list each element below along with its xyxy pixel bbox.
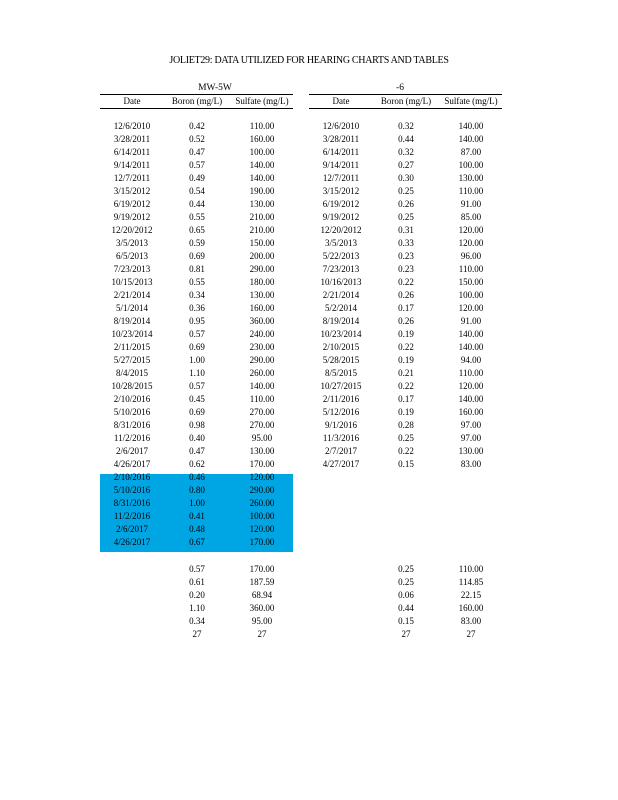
right-rows-cell-sulfate: 140.00 <box>458 394 484 404</box>
right-rows-cell-sulfate: 85.00 <box>460 212 482 222</box>
right-rows-cell-boron: 0.44 <box>398 134 414 144</box>
right-rows-cell-boron: 0.25 <box>398 433 414 443</box>
left-rows-cell-sulfate: 160.00 <box>249 303 275 313</box>
right-rows-cell-sulfate: 91.00 <box>460 316 482 326</box>
right-rows-cell-date: 12/20/2012 <box>320 225 362 235</box>
left-stat-cell-sulfate: 68.94 <box>251 590 273 600</box>
right-rows-cell-sulfate: 140.00 <box>458 121 484 131</box>
left-rows-cell-sulfate: 160.00 <box>249 134 275 144</box>
left-rows-cell-sulfate: 260.00 <box>249 368 275 378</box>
left-stat-cell-boron: 1.10 <box>189 603 205 613</box>
right-rows-cell-boron: 0.19 <box>398 329 414 339</box>
right-rows-cell-date: 8/5/2015 <box>324 368 357 378</box>
left-header-top-rule <box>100 94 293 95</box>
right-rows-cell-date: 5/12/2016 <box>322 407 360 417</box>
left-rows-cell-boron: 0.81 <box>189 264 205 274</box>
left-rows-cell-boron: 0.36 <box>189 303 205 313</box>
left-rows-cell-boron: 0.44 <box>189 199 205 209</box>
right-header-bottom-rule <box>309 108 502 109</box>
left-rows-cell-boron: 0.55 <box>189 212 205 222</box>
left-highlighted-cell-sulfate: 260.00 <box>249 498 275 508</box>
right-rows-cell-boron: 0.25 <box>398 186 414 196</box>
right-rows-cell-boron: 0.27 <box>398 160 414 170</box>
left-highlighted-cell-date: 5/10/2016 <box>113 485 151 495</box>
left-rows-cell-boron: 0.55 <box>189 277 205 287</box>
left-rows-cell-date: 2/6/2017 <box>115 446 148 456</box>
right-rows-cell-sulfate: 140.00 <box>458 134 484 144</box>
right-rows-cell-date: 5/28/2015 <box>322 355 360 365</box>
right-stat-cell-sulfate: 83.00 <box>460 616 482 626</box>
right-stat-cell-boron: 0.25 <box>398 564 414 574</box>
left-rows-cell-sulfate: 270.00 <box>249 407 275 417</box>
right-stat-cell-sulfate: 114.85 <box>458 577 484 587</box>
left-rows-cell-sulfate: 230.00 <box>249 342 275 352</box>
left-rows-cell-date: 3/28/2011 <box>113 134 151 144</box>
left-rows-cell-sulfate: 100.00 <box>249 147 275 157</box>
right-rows-cell-boron: 0.22 <box>398 381 414 391</box>
left-rows-cell-boron: 0.69 <box>189 251 205 261</box>
left-rows-cell-date: 9/14/2011 <box>113 160 151 170</box>
left-well-name: MW-5W <box>198 83 232 93</box>
left-stat-cell-boron: 0.34 <box>189 616 205 626</box>
left-rows-cell-boron: 0.57 <box>189 329 205 339</box>
right-rows-cell-date: 9/19/2012 <box>322 212 360 222</box>
left-rows-cell-boron: 0.59 <box>189 238 205 248</box>
left-stat-cell-boron: 27 <box>192 629 202 639</box>
left-rows-cell-boron: 0.34 <box>189 290 205 300</box>
right-rows-cell-boron: 0.22 <box>398 277 414 287</box>
right-rows-cell-boron: 0.22 <box>398 446 414 456</box>
left-stat-cell-sulfate: 170.00 <box>249 564 275 574</box>
left-header-date: Date <box>123 96 141 106</box>
right-rows-cell-boron: 0.32 <box>398 147 414 157</box>
right-rows-cell-sulfate: 100.00 <box>458 160 484 170</box>
left-highlighted-cell-boron: 0.41 <box>189 511 205 521</box>
right-rows-cell-date: 2/7/2017 <box>324 446 357 456</box>
left-highlighted-cell-boron: 0.80 <box>189 485 205 495</box>
left-header-sulfate: Sulfate (mg/L) <box>235 96 289 106</box>
left-stat-cell-sulfate: 27 <box>257 629 267 639</box>
right-rows-cell-date: 4/27/2017 <box>322 459 360 469</box>
right-rows-cell-sulfate: 150.00 <box>458 277 484 287</box>
left-highlighted-cell-sulfate: 170.00 <box>249 537 275 547</box>
right-rows-cell-date: 3/15/2012 <box>322 186 360 196</box>
left-highlighted-cell-sulfate: 290.00 <box>249 485 275 495</box>
left-rows-cell-date: 12/6/2010 <box>113 121 151 131</box>
left-rows-cell-date: 10/28/2015 <box>111 381 153 391</box>
right-header-boron: Boron (mg/L) <box>380 96 432 106</box>
left-rows-cell-date: 9/19/2012 <box>113 212 151 222</box>
right-rows-cell-date: 5/2/2014 <box>324 303 357 313</box>
right-rows-cell-date: 3/28/2011 <box>322 134 360 144</box>
right-rows-cell-boron: 0.25 <box>398 212 414 222</box>
left-rows-cell-sulfate: 360.00 <box>249 316 275 326</box>
right-rows-cell-sulfate: 96.00 <box>460 251 482 261</box>
left-rows-cell-boron: 0.69 <box>189 342 205 352</box>
left-rows-cell-date: 11/2/2016 <box>113 433 151 443</box>
right-rows-cell-sulfate: 97.00 <box>460 420 482 430</box>
right-header-top-rule <box>309 94 502 95</box>
right-rows-cell-date: 3/5/2013 <box>324 238 357 248</box>
right-stat-cell-sulfate: 22.15 <box>460 590 482 600</box>
left-rows-cell-date: 6/14/2011 <box>113 147 151 157</box>
left-rows-cell-boron: 0.49 <box>189 173 205 183</box>
left-rows-cell-date: 3/15/2012 <box>113 186 151 196</box>
right-rows-cell-sulfate: 100.00 <box>458 290 484 300</box>
left-rows-cell-sulfate: 140.00 <box>249 381 275 391</box>
left-rows-cell-date: 12/20/2012 <box>111 225 153 235</box>
right-rows-cell-sulfate: 130.00 <box>458 173 484 183</box>
right-rows-cell-boron: 0.30 <box>398 173 414 183</box>
right-stat-cell-sulfate: 110.00 <box>458 564 484 574</box>
right-rows-cell-boron: 0.17 <box>398 303 414 313</box>
left-rows-cell-date: 4/26/2017 <box>113 459 151 469</box>
right-rows-cell-boron: 0.28 <box>398 420 414 430</box>
left-stat-cell-sulfate: 95.00 <box>251 616 273 626</box>
left-rows-cell-date: 3/5/2013 <box>115 238 148 248</box>
right-rows-cell-date: 6/14/2011 <box>322 147 360 157</box>
left-rows-cell-sulfate: 130.00 <box>249 199 275 209</box>
left-header-boron: Boron (mg/L) <box>171 96 223 106</box>
left-rows-cell-date: 7/23/2013 <box>113 264 151 274</box>
right-rows-cell-date: 10/23/2014 <box>320 329 362 339</box>
left-rows-cell-boron: 0.47 <box>189 147 205 157</box>
right-rows-cell-boron: 0.15 <box>398 459 414 469</box>
left-rows-cell-date: 6/5/2013 <box>115 251 148 261</box>
right-rows-cell-boron: 0.26 <box>398 316 414 326</box>
left-rows-cell-sulfate: 180.00 <box>249 277 275 287</box>
left-rows-cell-boron: 0.47 <box>189 446 205 456</box>
left-rows-cell-date: 2/10/2016 <box>113 394 151 404</box>
left-stat-cell-sulfate: 360.00 <box>249 603 275 613</box>
right-rows-cell-date: 12/6/2010 <box>322 121 360 131</box>
right-rows-cell-boron: 0.23 <box>398 251 414 261</box>
left-rows-cell-date: 5/1/2014 <box>115 303 148 313</box>
left-stat-cell-boron: 0.20 <box>189 590 205 600</box>
right-well-name: -6 <box>396 83 404 93</box>
left-highlighted-cell-boron: 0.48 <box>189 524 205 534</box>
left-rows-cell-boron: 0.69 <box>189 407 205 417</box>
left-rows-cell-sulfate: 190.00 <box>249 186 275 196</box>
right-stat-cell-sulfate: 27 <box>466 629 476 639</box>
left-rows-cell-boron: 1.00 <box>189 355 205 365</box>
right-rows-cell-date: 5/22/2013 <box>322 251 360 261</box>
left-highlighted-cell-date: 11/2/2016 <box>113 511 151 521</box>
page-title: JOLIET29: DATA UTILIZED FOR HEARING CHARTS AND TABLES <box>169 55 449 66</box>
right-rows-cell-boron: 0.31 <box>398 225 414 235</box>
right-rows-cell-sulfate: 91.00 <box>460 199 482 209</box>
left-rows-cell-sulfate: 95.00 <box>251 433 273 443</box>
left-rows-cell-sulfate: 210.00 <box>249 212 275 222</box>
left-rows-cell-sulfate: 140.00 <box>249 173 275 183</box>
left-rows-cell-boron: 0.52 <box>189 134 205 144</box>
right-rows-cell-date: 8/19/2014 <box>322 316 360 326</box>
right-rows-cell-sulfate: 120.00 <box>458 238 484 248</box>
left-rows-cell-sulfate: 110.00 <box>249 121 275 131</box>
left-rows-cell-date: 2/11/2015 <box>113 342 151 352</box>
right-rows-cell-sulfate: 140.00 <box>458 342 484 352</box>
left-rows-cell-sulfate: 110.00 <box>249 394 275 404</box>
left-rows-cell-sulfate: 210.00 <box>249 225 275 235</box>
right-rows-cell-date: 11/3/2016 <box>322 433 360 443</box>
left-highlighted-cell-sulfate: 120.00 <box>249 472 275 482</box>
right-stat-cell-boron: 0.06 <box>398 590 414 600</box>
right-rows-cell-sulfate: 120.00 <box>458 225 484 235</box>
left-rows-cell-sulfate: 290.00 <box>249 355 275 365</box>
right-rows-cell-date: 2/21/2014 <box>322 290 360 300</box>
right-rows-cell-sulfate: 160.00 <box>458 407 484 417</box>
right-rows-cell-boron: 0.17 <box>398 394 414 404</box>
left-rows-cell-boron: 0.42 <box>189 121 205 131</box>
left-rows-cell-sulfate: 170.00 <box>249 459 275 469</box>
left-highlighted-cell-boron: 1.00 <box>189 498 205 508</box>
left-rows-cell-date: 10/15/2013 <box>111 277 153 287</box>
right-rows-cell-date: 10/16/2013 <box>320 277 362 287</box>
right-rows-cell-sulfate: 97.00 <box>460 433 482 443</box>
left-highlighted-cell-sulfate: 120.00 <box>249 524 275 534</box>
left-rows-cell-sulfate: 150.00 <box>249 238 275 248</box>
left-rows-cell-boron: 0.54 <box>189 186 205 196</box>
left-rows-cell-boron: 0.62 <box>189 459 205 469</box>
right-rows-cell-date: 9/1/2016 <box>324 420 357 430</box>
left-highlighted-cell-date: 8/31/2016 <box>113 498 151 508</box>
left-rows-cell-boron: 0.57 <box>189 160 205 170</box>
right-rows-cell-date: 6/19/2012 <box>322 199 360 209</box>
right-rows-cell-sulfate: 110.00 <box>458 264 484 274</box>
right-rows-cell-date: 2/10/2015 <box>322 342 360 352</box>
left-highlighted-cell-date: 2/10/2016 <box>113 472 151 482</box>
right-rows-cell-sulfate: 94.00 <box>460 355 482 365</box>
right-rows-cell-sulfate: 83.00 <box>460 459 482 469</box>
right-stat-cell-sulfate: 160.00 <box>458 603 484 613</box>
left-rows-cell-sulfate: 270.00 <box>249 420 275 430</box>
right-rows-cell-sulfate: 130.00 <box>458 446 484 456</box>
right-header-sulfate: Sulfate (mg/L) <box>444 96 498 106</box>
right-rows-cell-sulfate: 120.00 <box>458 381 484 391</box>
left-highlighted-cell-boron: 0.46 <box>189 472 205 482</box>
right-rows-cell-sulfate: 110.00 <box>458 368 484 378</box>
left-rows-cell-date: 2/21/2014 <box>113 290 151 300</box>
left-rows-cell-date: 6/19/2012 <box>113 199 151 209</box>
left-rows-cell-date: 8/31/2016 <box>113 420 151 430</box>
left-highlighted-cell-sulfate: 100.00 <box>249 511 275 521</box>
left-rows-cell-date: 8/4/2015 <box>115 368 148 378</box>
left-rows-cell-boron: 0.98 <box>189 420 205 430</box>
right-rows-cell-date: 2/11/2016 <box>322 394 360 404</box>
left-rows-cell-boron: 0.57 <box>189 381 205 391</box>
left-stat-cell-boron: 0.57 <box>189 564 205 574</box>
right-rows-cell-date: 9/14/2011 <box>322 160 360 170</box>
left-highlighted-cell-boron: 0.67 <box>189 537 205 547</box>
right-stat-cell-boron: 0.44 <box>398 603 414 613</box>
left-rows-cell-date: 10/23/2014 <box>111 329 153 339</box>
right-rows-cell-sulfate: 110.00 <box>458 186 484 196</box>
left-rows-cell-boron: 1.10 <box>189 368 205 378</box>
left-rows-cell-sulfate: 140.00 <box>249 160 275 170</box>
right-stat-cell-boron: 0.25 <box>398 577 414 587</box>
right-rows-cell-boron: 0.19 <box>398 407 414 417</box>
left-rows-cell-sulfate: 290.00 <box>249 264 275 274</box>
left-rows-cell-date: 12/7/2011 <box>113 173 151 183</box>
left-rows-cell-boron: 0.45 <box>189 394 205 404</box>
right-stat-cell-boron: 0.15 <box>398 616 414 626</box>
left-rows-cell-sulfate: 130.00 <box>249 290 275 300</box>
right-rows-cell-boron: 0.19 <box>398 355 414 365</box>
left-highlighted-cell-date: 4/26/2017 <box>113 537 151 547</box>
right-rows-cell-date: 12/7/2011 <box>322 173 360 183</box>
left-stat-cell-sulfate: 187.59 <box>249 577 275 587</box>
left-rows-cell-date: 8/19/2014 <box>113 316 151 326</box>
left-rows-cell-date: 5/27/2015 <box>113 355 151 365</box>
right-rows-cell-date: 7/23/2013 <box>322 264 360 274</box>
right-rows-cell-boron: 0.21 <box>398 368 414 378</box>
left-rows-cell-sulfate: 130.00 <box>249 446 275 456</box>
right-rows-cell-boron: 0.23 <box>398 264 414 274</box>
left-rows-cell-boron: 0.95 <box>189 316 205 326</box>
left-rows-cell-sulfate: 240.00 <box>249 329 275 339</box>
left-stat-cell-boron: 0.61 <box>189 577 205 587</box>
right-stat-cell-boron: 27 <box>401 629 411 639</box>
right-rows-cell-date: 10/27/2015 <box>320 381 362 391</box>
left-header-bottom-rule <box>100 108 293 109</box>
right-rows-cell-boron: 0.22 <box>398 342 414 352</box>
left-highlighted-cell-date: 2/6/2017 <box>115 524 148 534</box>
right-rows-cell-boron: 0.32 <box>398 121 414 131</box>
right-rows-cell-boron: 0.33 <box>398 238 414 248</box>
left-rows-cell-sulfate: 200.00 <box>249 251 275 261</box>
right-rows-cell-sulfate: 120.00 <box>458 303 484 313</box>
right-rows-cell-boron: 0.26 <box>398 290 414 300</box>
left-rows-cell-boron: 0.65 <box>189 225 205 235</box>
right-rows-cell-sulfate: 87.00 <box>460 147 482 157</box>
right-header-date: Date <box>332 96 350 106</box>
left-rows-cell-boron: 0.40 <box>189 433 205 443</box>
right-rows-cell-boron: 0.26 <box>398 199 414 209</box>
left-rows-cell-date: 5/10/2016 <box>113 407 151 417</box>
right-rows-cell-sulfate: 140.00 <box>458 329 484 339</box>
